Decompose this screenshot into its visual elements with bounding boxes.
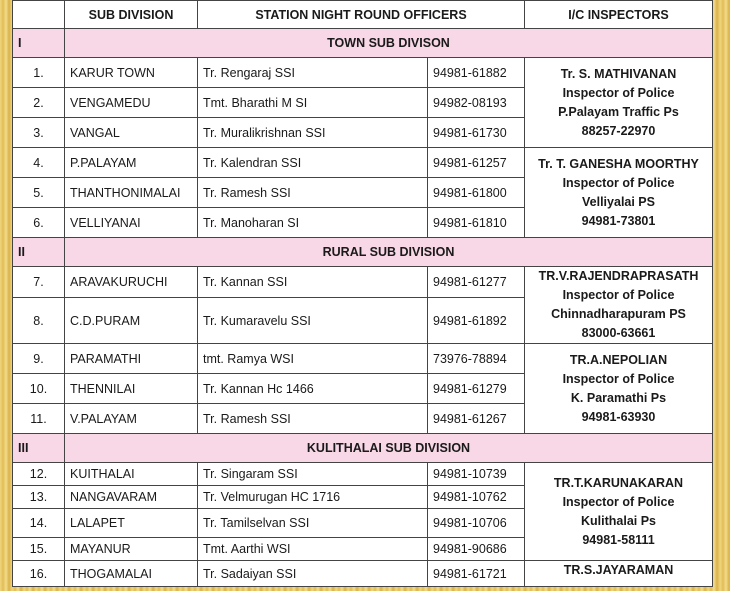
phone-number: 73976-78894 <box>428 344 525 374</box>
phone-number: 94981-61267 <box>428 404 525 434</box>
phone-number: 94981-61800 <box>428 178 525 208</box>
phone-number: 94981-61892 <box>428 298 525 344</box>
section-title: RURAL SUB DIVISION <box>65 238 713 267</box>
phone-number: 94981-61721 <box>428 561 525 587</box>
station-name: THANTHONIMALAI <box>65 178 198 208</box>
inspector-cell <box>525 58 713 148</box>
inspector-rank: Inspector of Police <box>562 371 675 386</box>
serial-number: 16. <box>13 561 65 587</box>
inspector-name: Tr. S. MATHIVANAN <box>560 66 677 81</box>
officer-name: Tr. Tamilselvan SSI <box>198 509 428 538</box>
officer-name: Tr. Ramesh SSI <box>198 404 428 434</box>
station-name: LALAPET <box>65 509 198 538</box>
serial-number: 7. <box>13 267 65 298</box>
station-name: VELLIYANAI <box>65 208 198 238</box>
serial-number: 6. <box>13 208 65 238</box>
inspector-name: TR.A.NEPOLIAN <box>569 352 668 367</box>
officer-name: Tr. Sadaiyan SSI <box>198 561 428 587</box>
section-row <box>13 434 713 463</box>
serial-number: 2. <box>13 88 65 118</box>
section-number: II <box>13 238 65 267</box>
inspector-station: Velliyalai PS <box>582 194 655 209</box>
table-row <box>13 344 713 374</box>
inspector-cell <box>525 463 713 561</box>
night-round-table <box>12 0 713 587</box>
inspector-station: Chinnadharapuram PS <box>551 307 686 321</box>
phone-number: 94981-61277 <box>428 267 525 298</box>
station-name: KARUR TOWN <box>65 58 198 88</box>
serial-number: 10. <box>13 374 65 404</box>
officer-name: Tr. Kannan SSI <box>198 267 428 298</box>
section-title: KULITHALAI SUB DIVISION <box>65 434 713 463</box>
inspector-phone: 94981-63930 <box>581 409 656 424</box>
station-name: THENNILAI <box>65 374 198 404</box>
officer-name: Tr. Kalendran SSI <box>198 148 428 178</box>
serial-number: 3. <box>13 118 65 148</box>
inspector-name: TR.T.KARUNAKARAN <box>553 475 684 490</box>
header-officers: STATION NIGHT ROUND OFFICERS <box>198 1 525 29</box>
section-number: I <box>13 29 65 58</box>
phone-number: 94981-61730 <box>428 118 525 148</box>
serial-number: 9. <box>13 344 65 374</box>
table-row <box>13 148 713 178</box>
inspector-name: Tr. T. GANESHA MOORTHY <box>538 156 699 171</box>
serial-number: 15. <box>13 538 65 561</box>
inspector-rank: Inspector of Police <box>562 85 675 100</box>
station-name: ARAVAKURUCHI <box>65 267 198 298</box>
inspector-station: K. Paramathi Ps <box>570 390 667 405</box>
officer-name: Tr. Manoharan SI <box>198 208 428 238</box>
station-name: NANGAVARAM <box>65 486 198 509</box>
inspector-cell <box>525 267 713 344</box>
phone-number: 94981-61882 <box>428 58 525 88</box>
station-name: PARAMATHI <box>65 344 198 374</box>
station-name: P.PALAYAM <box>65 148 198 178</box>
serial-number: 4. <box>13 148 65 178</box>
table-header-row <box>13 1 713 29</box>
officer-name: Tr. Velmurugan HC 1716 <box>198 486 428 509</box>
phone-number: 94981-10739 <box>428 463 525 486</box>
section-number: III <box>13 434 65 463</box>
inspector-cell <box>525 561 713 587</box>
serial-number: 12. <box>13 463 65 486</box>
header-inspectors: I/C INSPECTORS <box>525 1 713 29</box>
station-name: C.D.PURAM <box>65 298 198 344</box>
serial-number: 8. <box>13 298 65 344</box>
section-row <box>13 29 713 58</box>
inspector-rank: Inspector of Police <box>562 494 675 509</box>
table-row <box>13 561 713 587</box>
inspector-rank: Inspector of Police <box>562 288 675 302</box>
inspector-phone: 83000-63661 <box>581 326 656 340</box>
inspector-cell <box>525 344 713 434</box>
station-name: V.PALAYAM <box>65 404 198 434</box>
phone-number: 94981-61279 <box>428 374 525 404</box>
table-row <box>13 58 713 88</box>
phone-number: 94982-08193 <box>428 88 525 118</box>
inspector-rank: Inspector of Police <box>562 175 675 190</box>
serial-number: 1. <box>13 58 65 88</box>
station-name: THOGAMALAI <box>65 561 198 587</box>
phone-number: 94981-10706 <box>428 509 525 538</box>
inspector-phone: 94981-58111 <box>582 532 655 547</box>
inspector-phone: 88257-22970 <box>581 123 656 138</box>
serial-number: 11. <box>13 404 65 434</box>
officer-name: Tr. Kumaravelu SSI <box>198 298 428 344</box>
phone-number: 94981-10762 <box>428 486 525 509</box>
phone-number: 94981-90686 <box>428 538 525 561</box>
officer-name: Tr. Muralikrishnan SSI <box>198 118 428 148</box>
inspector-name: TR.S.JAYARAMAN <box>563 563 674 577</box>
phone-number: 94981-61257 <box>428 148 525 178</box>
officer-name: Tmt. Bharathi M SI <box>198 88 428 118</box>
serial-number: 14. <box>13 509 65 538</box>
serial-number: 5. <box>13 178 65 208</box>
station-name: VENGAMEDU <box>65 88 198 118</box>
officer-name: Tr. Kannan Hc 1466 <box>198 374 428 404</box>
phone-number: 94981-61810 <box>428 208 525 238</box>
station-name: MAYANUR <box>65 538 198 561</box>
officer-name: tmt. Ramya WSI <box>198 344 428 374</box>
inspector-phone: 94981-73801 <box>581 213 656 228</box>
officer-name: Tr. Singaram SSI <box>198 463 428 486</box>
station-name: KUITHALAI <box>65 463 198 486</box>
section-row <box>13 238 713 267</box>
inspector-name: TR.V.RAJENDRAPRASATH <box>538 269 699 283</box>
table-row <box>13 267 713 298</box>
header-sl <box>13 1 65 29</box>
table-row <box>13 463 713 486</box>
inspector-cell <box>525 148 713 238</box>
officer-name: Tr. Ramesh SSI <box>198 178 428 208</box>
officer-name: Tr. Rengaraj SSI <box>198 58 428 88</box>
header-sub-division: SUB DIVISION <box>65 1 198 29</box>
officer-name: Tmt. Aarthi WSI <box>198 538 428 561</box>
inspector-station: P.Palayam Traffic Ps <box>558 104 679 119</box>
serial-number: 13. <box>13 486 65 509</box>
station-name: VANGAL <box>65 118 198 148</box>
inspector-station: Kulithalai Ps <box>580 513 657 528</box>
section-title: TOWN SUB DIVISON <box>65 29 713 58</box>
